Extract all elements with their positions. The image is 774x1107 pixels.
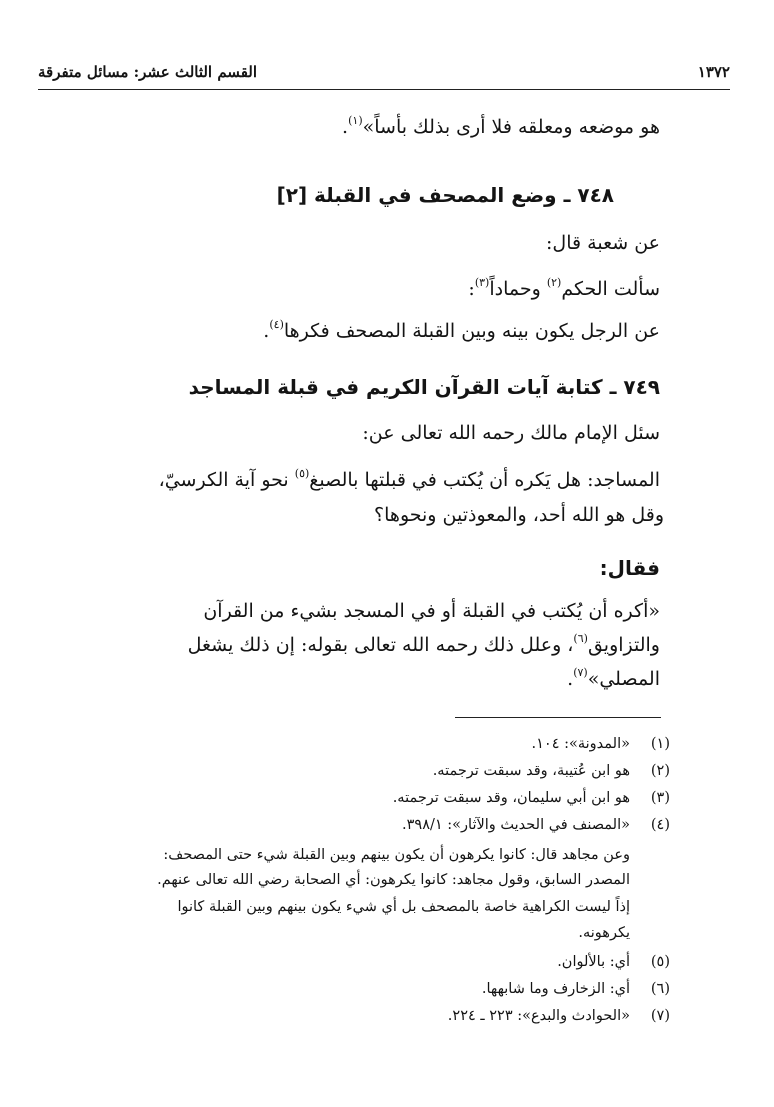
footnote-4-continuation-3: إذاً ليست الكراهية خاصة بالمصحف بل أي شيء يكون بينهم وبين القبلة كانوا — [177, 899, 630, 915]
line-c-text: عن الرجل يكون بينه وبين القبلة المصحف فكرها — [283, 320, 660, 342]
footnote-number: (٢) — [650, 763, 670, 779]
footnote-separator — [455, 717, 661, 718]
line-c-end: . — [263, 320, 270, 342]
footnote-number: (٣) — [650, 790, 670, 806]
line-f: وقل هو الله أحد، والمعوذتين ونحوها؟ — [374, 504, 664, 526]
footnote-text: «المدونة»: ١٠٤. — [531, 736, 630, 752]
section-title: القسم الثالث عشر: مسائل متفرقة — [38, 63, 258, 81]
line-e — [159, 465, 660, 498]
line-d: سئل الإمام مالك رحمه الله تعالى عن: — [362, 422, 660, 444]
footnote-ref-2: (٢) — [546, 276, 562, 289]
footnote-2 — [433, 759, 670, 783]
footnote-ref-6: (٦) — [573, 632, 588, 645]
intro-line — [342, 112, 660, 145]
line-b-part-1: سألت الحكم — [561, 278, 660, 300]
line-b-part-2: وحماداً — [489, 278, 547, 300]
line-e-part-1: المساجد: هل يَكره أن يُكتب في قبلتها بالصبغ — [309, 469, 660, 491]
running-header — [38, 58, 730, 86]
footnote-text: أي: الزخارف وما شابهها. — [481, 981, 630, 997]
footnote-1 — [532, 732, 670, 756]
footnote-5 — [557, 950, 670, 974]
intro-text: هو موضعه ومعلقه فلا أرى بذلك بأساً» — [362, 116, 660, 138]
line-j-end: . — [567, 668, 574, 690]
heading-749: ٧٤٩ ـ كتابة آيات القرآن الكريم في قبلة المساجد — [188, 375, 660, 399]
footnote-number: (٦) — [650, 981, 670, 997]
footnote-3 — [393, 786, 670, 810]
footnote-4 — [402, 813, 670, 837]
footnote-text: هو ابن عُتيبة، وقد سبقت ترجمته. — [432, 763, 630, 779]
footnote-ref-5: (٥) — [294, 467, 310, 480]
line-b-part-3: : — [468, 278, 475, 300]
footnote-text: أي: بالألوان. — [557, 954, 630, 970]
footnote-4-continuation-2: المصدر السابق، وقول مجاهد: كانوا يكرهون: أي الصحابة رضي الله تعالى عنهم. — [157, 872, 630, 888]
line-j-text: المصلي» — [587, 668, 660, 690]
line-i-part-1: والتزاويق — [587, 634, 660, 656]
footnote-ref-3: (٣) — [474, 276, 490, 289]
line-a: عن شعبة قال: — [546, 232, 660, 254]
footnote-4-continuation-1: وعن مجاهد قال: كانوا يكرهون أن يكون بينهم وبين القبلة شيء حتى المصحف: — [163, 847, 630, 863]
line-i-part-2: ، وعلل ذلك رحمه الله تعالى بقوله: إن ذلك يشغل — [187, 634, 574, 656]
footnote-text: «الحوادث والبدع»: ٢٢٣ ـ ٢٢٤. — [447, 1008, 630, 1024]
footnote-4-continuation-4: يكرهونه. — [578, 925, 630, 941]
intro-end: . — [342, 116, 349, 138]
heading-748: ٧٤٨ ـ وضع المصحف في القبلة [٢] — [276, 183, 614, 207]
footnote-number: (٥) — [650, 954, 670, 970]
footnote-number: (٤) — [650, 817, 670, 833]
footnote-text: «المصنف في الحديث والآثار»: ٣٩٨/١. — [402, 817, 630, 833]
line-h: «أكره أن يُكتب في القبلة أو في المسجد بشيء من القرآن — [203, 600, 660, 622]
footnote-number: (٧) — [650, 1008, 670, 1024]
footnote-6 — [482, 977, 670, 1001]
header-rule — [38, 89, 730, 90]
footnote-ref-7: (٧) — [573, 666, 588, 679]
line-b — [468, 274, 660, 307]
line-e-part-2: نحو آية الكرسيّ، — [158, 469, 295, 491]
footnote-7 — [448, 1004, 670, 1028]
footnote-ref-4: (٤) — [269, 318, 284, 331]
fa-qala-heading: فقال: — [599, 556, 660, 580]
footnote-text: هو ابن أبي سليمان، وقد سبقت ترجمته. — [392, 790, 630, 806]
footnote-ref-1: (١) — [348, 114, 363, 127]
footnote-number: (١) — [650, 736, 670, 752]
line-i — [188, 630, 660, 663]
page-number: ١٣٧٢ — [697, 63, 730, 81]
line-c — [263, 316, 660, 349]
line-j — [567, 664, 660, 697]
